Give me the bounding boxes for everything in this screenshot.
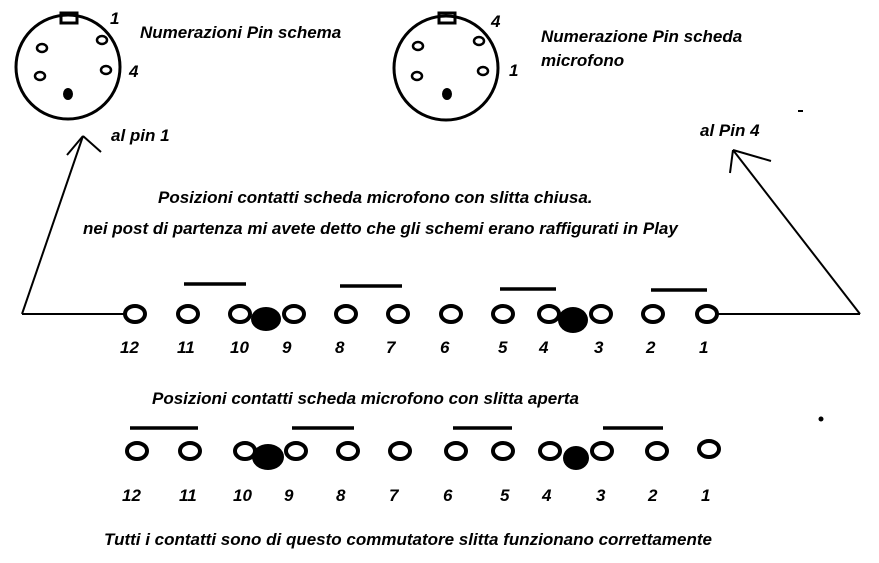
left-arrow-label: al pin 1: [111, 126, 170, 145]
closed-slider-contact: [251, 307, 281, 331]
closed-pin-number: 2: [646, 338, 656, 357]
right-arrow-label: al Pin 4: [700, 121, 760, 140]
closed-pin-number: 1: [699, 338, 709, 357]
left-connector-key: [61, 13, 77, 23]
closed-pin-number: 12: [120, 338, 139, 357]
open-contact: [493, 443, 513, 459]
left-arrow-head: [83, 136, 101, 152]
closed-contact: [388, 306, 408, 322]
open-pin-number: 6: [443, 486, 453, 505]
left-pin-1-label: 1: [110, 9, 120, 28]
left-pin-4-label: 4: [129, 62, 139, 81]
open-contact: [540, 443, 560, 459]
right-arrow-head: [730, 150, 733, 173]
stray-mark: [798, 110, 803, 112]
closed-pin-number: 3: [594, 338, 604, 357]
open-slider-contact: [563, 446, 589, 470]
open-pin-number: 8: [336, 486, 346, 505]
right-arrow: [707, 150, 860, 314]
left-connector-pin-hole: [35, 72, 45, 80]
left-connector-caption: Numerazioni Pin schema: [140, 23, 342, 42]
open-slider-contact: [252, 444, 284, 470]
left-connector-pin-hole: [101, 66, 111, 74]
right-connector-center-pin: [442, 88, 452, 100]
closed-contact: [493, 306, 513, 322]
open-pin-number: 10: [233, 486, 252, 505]
stray-dot: [819, 417, 824, 422]
footer-note: Tutti i contatti sono di questo commutatore slitta funzionano correttamente: [104, 530, 712, 549]
closed-pin-number: 7: [386, 338, 396, 357]
open-contact-row: [127, 441, 719, 459]
left-connector-pin-hole: [37, 44, 47, 52]
open-contact: [390, 443, 410, 459]
right-arrow-head: [733, 150, 771, 161]
open-pin-number: 4: [542, 486, 552, 505]
closed-contact: [539, 306, 559, 322]
closed-pin-numbers: [120, 338, 708, 357]
left-connector-center-pin: [63, 88, 73, 100]
closed-pin-number: 11: [177, 338, 195, 357]
right-pin-1-label: 1: [509, 61, 519, 80]
open-contact: [286, 443, 306, 459]
closed-pin-number: 9: [282, 338, 292, 357]
right-connector-pin-hole: [474, 37, 484, 45]
right-arrow-shaft: [733, 150, 860, 314]
open-pin-numbers: [122, 486, 710, 505]
closed-contact: [697, 306, 717, 322]
right-connector-caption-line2: microfono: [541, 51, 625, 70]
open-pin-number: 5: [500, 486, 510, 505]
right-connector-caption-line1: Numerazione Pin scheda: [541, 27, 743, 46]
right-connector-pin-hole: [478, 67, 488, 75]
closed-contact: [336, 306, 356, 322]
left-din-connector: [16, 13, 120, 119]
closed-slider-contact: [558, 307, 588, 333]
right-pin-4-label: 4: [491, 12, 501, 31]
open-contact: [338, 443, 358, 459]
open-pin-number: 3: [596, 486, 606, 505]
closed-contact: [643, 306, 663, 322]
closed-pin-number: 10: [230, 338, 249, 357]
open-contact: [699, 441, 719, 457]
closed-contact: [591, 306, 611, 322]
open-contact: [592, 443, 612, 459]
open-contact: [235, 443, 255, 459]
closed-contact-row: [125, 306, 717, 322]
closed-contact: [178, 306, 198, 322]
right-din-connector: [394, 13, 498, 120]
open-pin-number: 1: [701, 486, 711, 505]
open-contact: [180, 443, 200, 459]
closed-pin-number: 8: [335, 338, 345, 357]
open-section-title: Posizioni contatti scheda microfono con slitta aperta: [152, 389, 579, 408]
open-contact: [127, 443, 147, 459]
open-pin-number: 2: [648, 486, 658, 505]
closed-section-title: Posizioni contatti scheda microfono con slitta chiusa.: [158, 188, 593, 207]
right-connector-pin-hole: [412, 72, 422, 80]
closed-contact: [284, 306, 304, 322]
closed-pin-number: 5: [498, 338, 508, 357]
open-contact: [446, 443, 466, 459]
closed-contact: [230, 306, 250, 322]
left-arrow-shaft: [22, 136, 83, 314]
open-pin-number: 12: [122, 486, 141, 505]
closed-pin-number: 6: [440, 338, 450, 357]
open-pin-number: 7: [389, 486, 399, 505]
left-connector-pin-hole: [97, 36, 107, 44]
right-connector-pin-hole: [413, 42, 423, 50]
open-pin-number: 11: [179, 486, 197, 505]
open-contact: [647, 443, 667, 459]
closed-section-note: nei post di partenza mi avete detto che gli schemi erano raffigurati in Play: [83, 219, 678, 238]
closed-contact: [441, 306, 461, 322]
right-connector-key: [439, 13, 455, 23]
closed-contact: [125, 306, 145, 322]
closed-pin-number: 4: [539, 338, 549, 357]
open-pin-number: 9: [284, 486, 294, 505]
